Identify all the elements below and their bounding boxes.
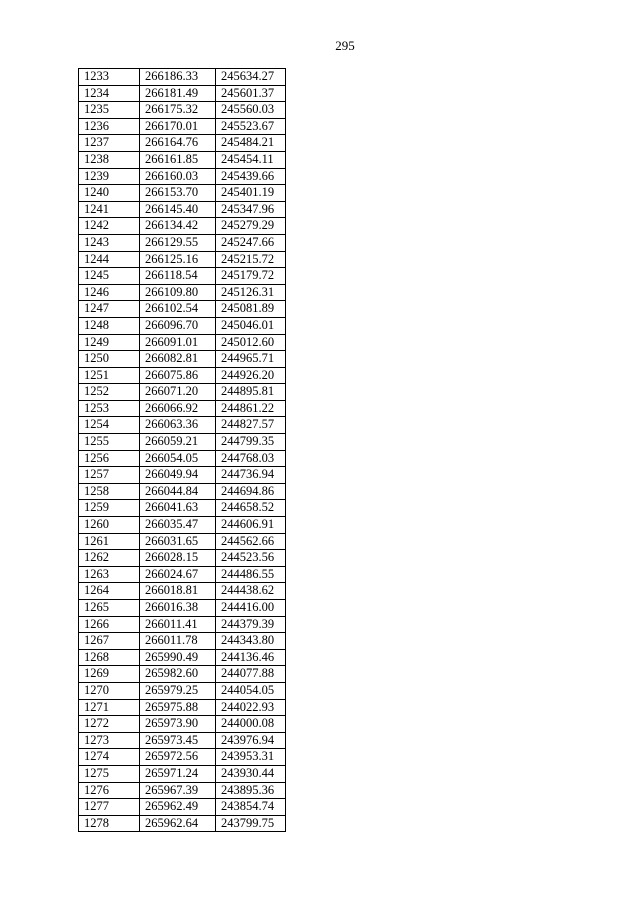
- x-coordinate-cell: 266082.81: [140, 351, 216, 368]
- y-coordinate-cell: 245634.27: [216, 69, 286, 86]
- table-row: [79, 384, 286, 401]
- y-coordinate-cell: 243895.36: [216, 782, 286, 799]
- point-number-cell: 1270: [79, 682, 140, 699]
- x-coordinate-cell: 266170.01: [140, 118, 216, 135]
- y-coordinate-cell: 245126.31: [216, 284, 286, 301]
- x-coordinate-cell: 265962.64: [140, 815, 216, 832]
- x-coordinate-cell: 266049.94: [140, 467, 216, 484]
- x-coordinate-cell: 266063.36: [140, 417, 216, 434]
- table-row: [79, 600, 286, 617]
- y-coordinate-cell: 244416.00: [216, 600, 286, 617]
- x-coordinate-cell: 266153.70: [140, 185, 216, 202]
- x-coordinate-cell: 266066.92: [140, 400, 216, 417]
- y-coordinate-cell: 243976.94: [216, 732, 286, 749]
- point-number-cell: 1247: [79, 301, 140, 318]
- table-row: [79, 284, 286, 301]
- table-row: [79, 467, 286, 484]
- point-number-cell: 1263: [79, 566, 140, 583]
- y-coordinate-cell: 245484.21: [216, 135, 286, 152]
- point-number-cell: 1261: [79, 533, 140, 550]
- point-number-cell: 1257: [79, 467, 140, 484]
- point-number-cell: 1245: [79, 268, 140, 285]
- table-row: [79, 483, 286, 500]
- point-number-cell: 1267: [79, 633, 140, 650]
- point-number-cell: 1256: [79, 450, 140, 467]
- y-coordinate-cell: 244768.03: [216, 450, 286, 467]
- x-coordinate-cell: 265971.24: [140, 765, 216, 782]
- coordinate-table-body: [79, 69, 286, 832]
- point-number-cell: 1258: [79, 483, 140, 500]
- table-row: [79, 118, 286, 135]
- table-row: [79, 732, 286, 749]
- x-coordinate-cell: 265973.90: [140, 716, 216, 733]
- x-coordinate-cell: 266134.42: [140, 218, 216, 235]
- table-row: [79, 135, 286, 152]
- point-number-cell: 1251: [79, 367, 140, 384]
- point-number-cell: 1242: [79, 218, 140, 235]
- x-coordinate-cell: 266018.81: [140, 583, 216, 600]
- table-row: [79, 151, 286, 168]
- x-coordinate-cell: 266145.40: [140, 201, 216, 218]
- x-coordinate-cell: 265972.56: [140, 749, 216, 766]
- y-coordinate-cell: 245347.96: [216, 201, 286, 218]
- y-coordinate-cell: 244895.81: [216, 384, 286, 401]
- y-coordinate-cell: 244694.86: [216, 483, 286, 500]
- page-number: 295: [335, 38, 355, 53]
- point-number-cell: 1236: [79, 118, 140, 135]
- point-number-cell: 1271: [79, 699, 140, 716]
- table-row: [79, 566, 286, 583]
- x-coordinate-cell: 265973.45: [140, 732, 216, 749]
- point-number-cell: 1273: [79, 732, 140, 749]
- point-number-cell: 1260: [79, 517, 140, 534]
- point-number-cell: 1277: [79, 799, 140, 816]
- table-row: [79, 201, 286, 218]
- y-coordinate-cell: 245279.29: [216, 218, 286, 235]
- table-row: [79, 815, 286, 832]
- table-row: [79, 682, 286, 699]
- y-coordinate-cell: 244486.55: [216, 566, 286, 583]
- table-row: [79, 799, 286, 816]
- point-number-cell: 1272: [79, 716, 140, 733]
- table-row: [79, 400, 286, 417]
- y-coordinate-cell: 244658.52: [216, 500, 286, 517]
- table-row: [79, 168, 286, 185]
- point-number-cell: 1254: [79, 417, 140, 434]
- y-coordinate-cell: 244054.05: [216, 682, 286, 699]
- y-coordinate-cell: 245454.11: [216, 151, 286, 168]
- point-number-cell: 1234: [79, 85, 140, 102]
- y-coordinate-cell: 244022.93: [216, 699, 286, 716]
- x-coordinate-cell: 266071.20: [140, 384, 216, 401]
- point-number-cell: 1250: [79, 351, 140, 368]
- table-row: [79, 268, 286, 285]
- table-row: [79, 550, 286, 567]
- table-row: [79, 218, 286, 235]
- point-number-cell: 1235: [79, 102, 140, 119]
- y-coordinate-cell: 243799.75: [216, 815, 286, 832]
- point-number-cell: 1238: [79, 151, 140, 168]
- point-number-cell: 1259: [79, 500, 140, 517]
- table-row: [79, 351, 286, 368]
- table-row: [79, 434, 286, 451]
- x-coordinate-cell: 266041.63: [140, 500, 216, 517]
- y-coordinate-cell: 245215.72: [216, 251, 286, 268]
- table-row: [79, 765, 286, 782]
- y-coordinate-cell: 245046.01: [216, 317, 286, 334]
- point-number-cell: 1262: [79, 550, 140, 567]
- table-row: [79, 749, 286, 766]
- x-coordinate-cell: 266059.21: [140, 434, 216, 451]
- y-coordinate-cell: 244562.66: [216, 533, 286, 550]
- x-coordinate-cell: 266054.05: [140, 450, 216, 467]
- y-coordinate-cell: 244799.35: [216, 434, 286, 451]
- x-coordinate-cell: 266075.86: [140, 367, 216, 384]
- x-coordinate-cell: 266109.80: [140, 284, 216, 301]
- table-row: [79, 450, 286, 467]
- x-coordinate-cell: 266044.84: [140, 483, 216, 500]
- y-coordinate-cell: 244000.08: [216, 716, 286, 733]
- point-number-cell: 1239: [79, 168, 140, 185]
- x-coordinate-cell: 266091.01: [140, 334, 216, 351]
- x-coordinate-cell: 265962.49: [140, 799, 216, 816]
- y-coordinate-cell: 244523.56: [216, 550, 286, 567]
- y-coordinate-cell: 245601.37: [216, 85, 286, 102]
- point-number-cell: 1265: [79, 600, 140, 617]
- table-row: [79, 334, 286, 351]
- x-coordinate-cell: 266096.70: [140, 317, 216, 334]
- y-coordinate-cell: 244136.46: [216, 649, 286, 666]
- point-number-cell: 1278: [79, 815, 140, 832]
- x-coordinate-cell: 266035.47: [140, 517, 216, 534]
- x-coordinate-cell: 266118.54: [140, 268, 216, 285]
- table-row: [79, 69, 286, 86]
- point-number-cell: 1241: [79, 201, 140, 218]
- x-coordinate-cell: 265975.88: [140, 699, 216, 716]
- x-coordinate-cell: 266160.03: [140, 168, 216, 185]
- x-coordinate-cell: 266031.65: [140, 533, 216, 550]
- y-coordinate-cell: 244926.20: [216, 367, 286, 384]
- point-number-cell: 1249: [79, 334, 140, 351]
- point-number-cell: 1276: [79, 782, 140, 799]
- x-coordinate-cell: 265982.60: [140, 666, 216, 683]
- point-number-cell: 1237: [79, 135, 140, 152]
- y-coordinate-cell: 244827.57: [216, 417, 286, 434]
- x-coordinate-cell: 266016.38: [140, 600, 216, 617]
- table-row: [79, 782, 286, 799]
- table-row: [79, 102, 286, 119]
- y-coordinate-cell: 243930.44: [216, 765, 286, 782]
- table-row: [79, 633, 286, 650]
- x-coordinate-cell: 265990.49: [140, 649, 216, 666]
- x-coordinate-cell: 266102.54: [140, 301, 216, 318]
- table-row: [79, 301, 286, 318]
- y-coordinate-cell: 244379.39: [216, 616, 286, 633]
- table-row: [79, 367, 286, 384]
- point-number-cell: 1275: [79, 765, 140, 782]
- point-number-cell: 1264: [79, 583, 140, 600]
- y-coordinate-cell: 243953.31: [216, 749, 286, 766]
- point-number-cell: 1255: [79, 434, 140, 451]
- table-row: [79, 583, 286, 600]
- table-row: [79, 517, 286, 534]
- point-number-cell: 1240: [79, 185, 140, 202]
- point-number-cell: 1243: [79, 234, 140, 251]
- coordinate-table: [78, 68, 286, 832]
- x-coordinate-cell: 265979.25: [140, 682, 216, 699]
- point-number-cell: 1274: [79, 749, 140, 766]
- x-coordinate-cell: 266129.55: [140, 234, 216, 251]
- y-coordinate-cell: 244077.88: [216, 666, 286, 683]
- table-row: [79, 417, 286, 434]
- point-number-cell: 1244: [79, 251, 140, 268]
- y-coordinate-cell: 245179.72: [216, 268, 286, 285]
- x-coordinate-cell: 266028.15: [140, 550, 216, 567]
- table-row: [79, 533, 286, 550]
- table-row: [79, 716, 286, 733]
- x-coordinate-cell: 266161.85: [140, 151, 216, 168]
- y-coordinate-cell: 245012.60: [216, 334, 286, 351]
- y-coordinate-cell: 243854.74: [216, 799, 286, 816]
- y-coordinate-cell: 245247.66: [216, 234, 286, 251]
- y-coordinate-cell: 245401.19: [216, 185, 286, 202]
- y-coordinate-cell: 244606.91: [216, 517, 286, 534]
- table-row: [79, 666, 286, 683]
- y-coordinate-cell: 244736.94: [216, 467, 286, 484]
- y-coordinate-cell: 244343.80: [216, 633, 286, 650]
- y-coordinate-cell: 244438.62: [216, 583, 286, 600]
- table-row: [79, 649, 286, 666]
- x-coordinate-cell: 266175.32: [140, 102, 216, 119]
- table-row: [79, 251, 286, 268]
- point-number-cell: 1233: [79, 69, 140, 86]
- x-coordinate-cell: 266164.76: [140, 135, 216, 152]
- x-coordinate-cell: 266181.49: [140, 85, 216, 102]
- y-coordinate-cell: 245439.66: [216, 168, 286, 185]
- y-coordinate-cell: 245081.89: [216, 301, 286, 318]
- table-row: [79, 234, 286, 251]
- table-row: [79, 85, 286, 102]
- y-coordinate-cell: 244861.22: [216, 400, 286, 417]
- point-number-cell: 1253: [79, 400, 140, 417]
- table-row: [79, 500, 286, 517]
- table-row: [79, 699, 286, 716]
- point-number-cell: 1246: [79, 284, 140, 301]
- y-coordinate-cell: 245560.03: [216, 102, 286, 119]
- table-row: [79, 616, 286, 633]
- table-row: [79, 317, 286, 334]
- point-number-cell: 1266: [79, 616, 140, 633]
- x-coordinate-cell: 266125.16: [140, 251, 216, 268]
- point-number-cell: 1252: [79, 384, 140, 401]
- x-coordinate-cell: 266011.41: [140, 616, 216, 633]
- table-row: [79, 185, 286, 202]
- point-number-cell: 1268: [79, 649, 140, 666]
- x-coordinate-cell: 265967.39: [140, 782, 216, 799]
- x-coordinate-cell: 266011.78: [140, 633, 216, 650]
- y-coordinate-cell: 244965.71: [216, 351, 286, 368]
- x-coordinate-cell: 266186.33: [140, 69, 216, 86]
- y-coordinate-cell: 245523.67: [216, 118, 286, 135]
- x-coordinate-cell: 266024.67: [140, 566, 216, 583]
- point-number-cell: 1248: [79, 317, 140, 334]
- point-number-cell: 1269: [79, 666, 140, 683]
